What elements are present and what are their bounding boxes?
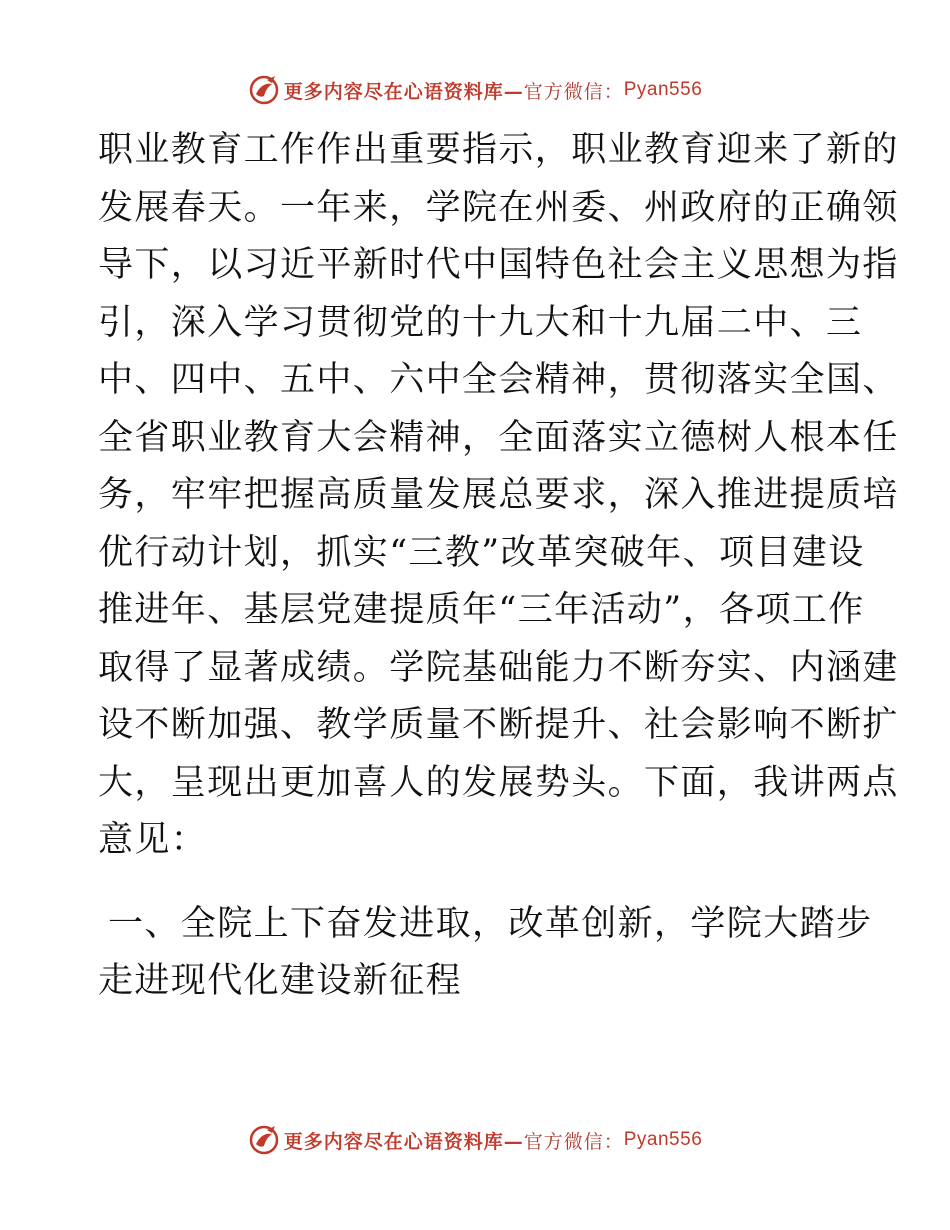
header-banner-text: 更多内容尽在心语资料库— xyxy=(283,80,524,103)
section-heading-line: 走进现代化建设新征程 xyxy=(98,961,463,1001)
paragraph-line: 全省职业教育大会精神，全面落实立德树人根本任 xyxy=(98,417,899,458)
red-swirl-logo-icon xyxy=(248,74,280,106)
paragraph-line: 职业教育工作作出重要指示，职业教育迎来了新的 xyxy=(98,130,899,170)
footer-banner xyxy=(0,1120,950,1160)
paragraph-line: 大，呈现出更加喜人的发展势头。下面，我讲两点 xyxy=(98,762,899,803)
paragraph-line: 优行动计划，抓实“三教”改革突破年、项目建设 xyxy=(98,532,865,573)
paragraph-line: 设不断加强、教学质量不断提升、社会影响不断扩 xyxy=(98,705,899,745)
footer-wechat-id: Pyan556 xyxy=(623,1129,703,1150)
red-swirl-logo-icon xyxy=(248,1124,280,1156)
header-wechat-label: 官方微信： xyxy=(523,80,624,103)
paragraph-line: 导下，以习近平新时代中国特色社会主义思想为指 xyxy=(98,245,899,285)
paragraph-line: 发展春天。一年来，学院在州委、州政府的正确领 xyxy=(98,187,899,228)
paragraph-line: 引，深入学习贯彻党的十九大和十九届二中、三 xyxy=(98,302,863,343)
paragraph-line: 取得了显著成绩。学院基础能力不断夯实、内涵建 xyxy=(98,647,899,688)
section-heading xyxy=(98,896,873,1011)
header-banner xyxy=(0,70,950,110)
paragraph-line: 推进年、基层党建提质年“三年活动”，各项工作 xyxy=(98,590,865,630)
paragraph-line: 中、四中、五中、六中全会精神，贯彻落实全国、 xyxy=(98,360,899,400)
footer-wechat-label: 官方微信： xyxy=(523,1130,624,1153)
footer-banner-text: 更多内容尽在心语资料库— xyxy=(283,1130,524,1153)
paragraph-line: 意见： xyxy=(98,820,208,860)
body-paragraph xyxy=(98,122,899,870)
section-heading-line: 一、全院上下奋发进取，改革创新，学院大踏步 xyxy=(108,903,873,944)
header-wechat-id: Pyan556 xyxy=(623,79,703,100)
document-body xyxy=(98,122,899,1011)
paragraph-line: 务，牢牢把握高质量发展总要求，深入推进提质培 xyxy=(98,475,899,515)
